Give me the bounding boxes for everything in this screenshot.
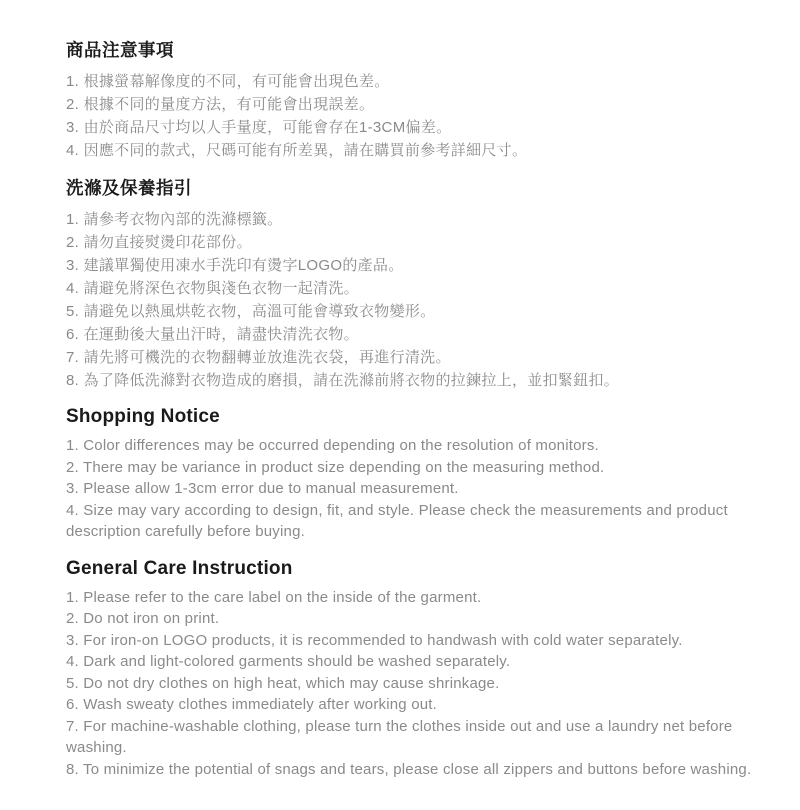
list-item: 1. Please refer to the care label on the inside of the garment.: [66, 588, 482, 606]
list-item: 2. 根據不同的量度方法，有可能會出現誤差。: [66, 96, 375, 113]
section-care-instruction-en: [66, 556, 766, 781]
notice-content: [66, 39, 766, 793]
list-item: 3. 由於商品尺寸均以人手量度，可能會存在1-3CM偏差。: [66, 119, 452, 136]
list-item: 4. Dark and light-colored garments should be washed separately.: [66, 653, 511, 670]
list-item: 3. 建議單獨使用凍水手洗印有燙字LOGO的產品。: [66, 257, 404, 274]
list-item: 8. 為了降低洗滌對衣物造成的磨損，請在洗滌前將衣物的拉鍊拉上，並扣緊鈕扣。: [66, 372, 620, 389]
list-item: 1. 請參考衣物內部的洗滌標籤。: [66, 211, 283, 228]
section-heading-care-instruction-en: General Care Instruction: [66, 557, 293, 579]
list-item: 7. 請先將可機洗的衣物翻轉並放進洗衣袋，再進行清洗。: [66, 349, 451, 366]
list-item: 1. Color differences may be occurred depending on the resolution of monitors.: [66, 437, 599, 454]
list-item: 6. 在運動後大量出汗時，請盡快清洗衣物。: [66, 326, 359, 343]
list-item: 7. For machine-washable clothing, please turn the clothes inside out and use a laundry net before washing.: [66, 717, 733, 756]
section-care-guide-zh: [66, 177, 766, 392]
shopping-notice-en-list: [66, 435, 766, 543]
care-guide-zh-list: [66, 208, 766, 392]
care-instruction-en-list: [66, 587, 766, 781]
section-product-notice-zh: [66, 39, 766, 162]
section-shopping-notice-en: [66, 404, 766, 543]
list-item: 4. 請避免將深色衣物與淺色衣物一起清洗。: [66, 280, 359, 297]
list-item: 6. Wash sweaty clothes immediately after working out.: [66, 696, 438, 713]
section-heading-shopping-notice-en: Shopping Notice: [66, 406, 220, 427]
list-item: 1. 根據螢幕解像度的不同，有可能會出現色差。: [66, 73, 390, 90]
list-item: 2. 請勿直接熨燙印花部份。: [66, 234, 252, 251]
list-item: 2. There may be variance in product size depending on the measuring method.: [66, 458, 605, 476]
list-item: 4. Size may vary according to design, fit, and style. Please check the measurements and product description carefully before buying.: [66, 501, 728, 540]
section-heading-care-guide-zh: 洗滌及保養指引: [66, 178, 192, 198]
product-notice-zh-list: [66, 70, 766, 162]
list-item: 3. Please allow 1-3cm error due to manual measurement.: [66, 480, 459, 497]
list-item: 4. 因應不同的款式，尺碼可能有所差異，請在購買前參考詳細尺寸。: [66, 142, 528, 159]
list-item: 5. 請避免以熱風烘乾衣物，高溫可能會導致衣物變形。: [66, 303, 436, 320]
section-heading-product-notice-zh: 商品注意事項: [66, 40, 174, 60]
list-item: 5. Do not dry clothes on high heat, which may cause shrinkage.: [66, 674, 500, 692]
list-item: 8. To minimize the potential of snags and tears, please close all zippers and buttons before washing.: [66, 760, 752, 778]
list-item: 2. Do not iron on print.: [66, 610, 220, 627]
list-item: 3. For iron-on LOGO products, it is recommended to handwash with cold water separately.: [66, 631, 683, 649]
